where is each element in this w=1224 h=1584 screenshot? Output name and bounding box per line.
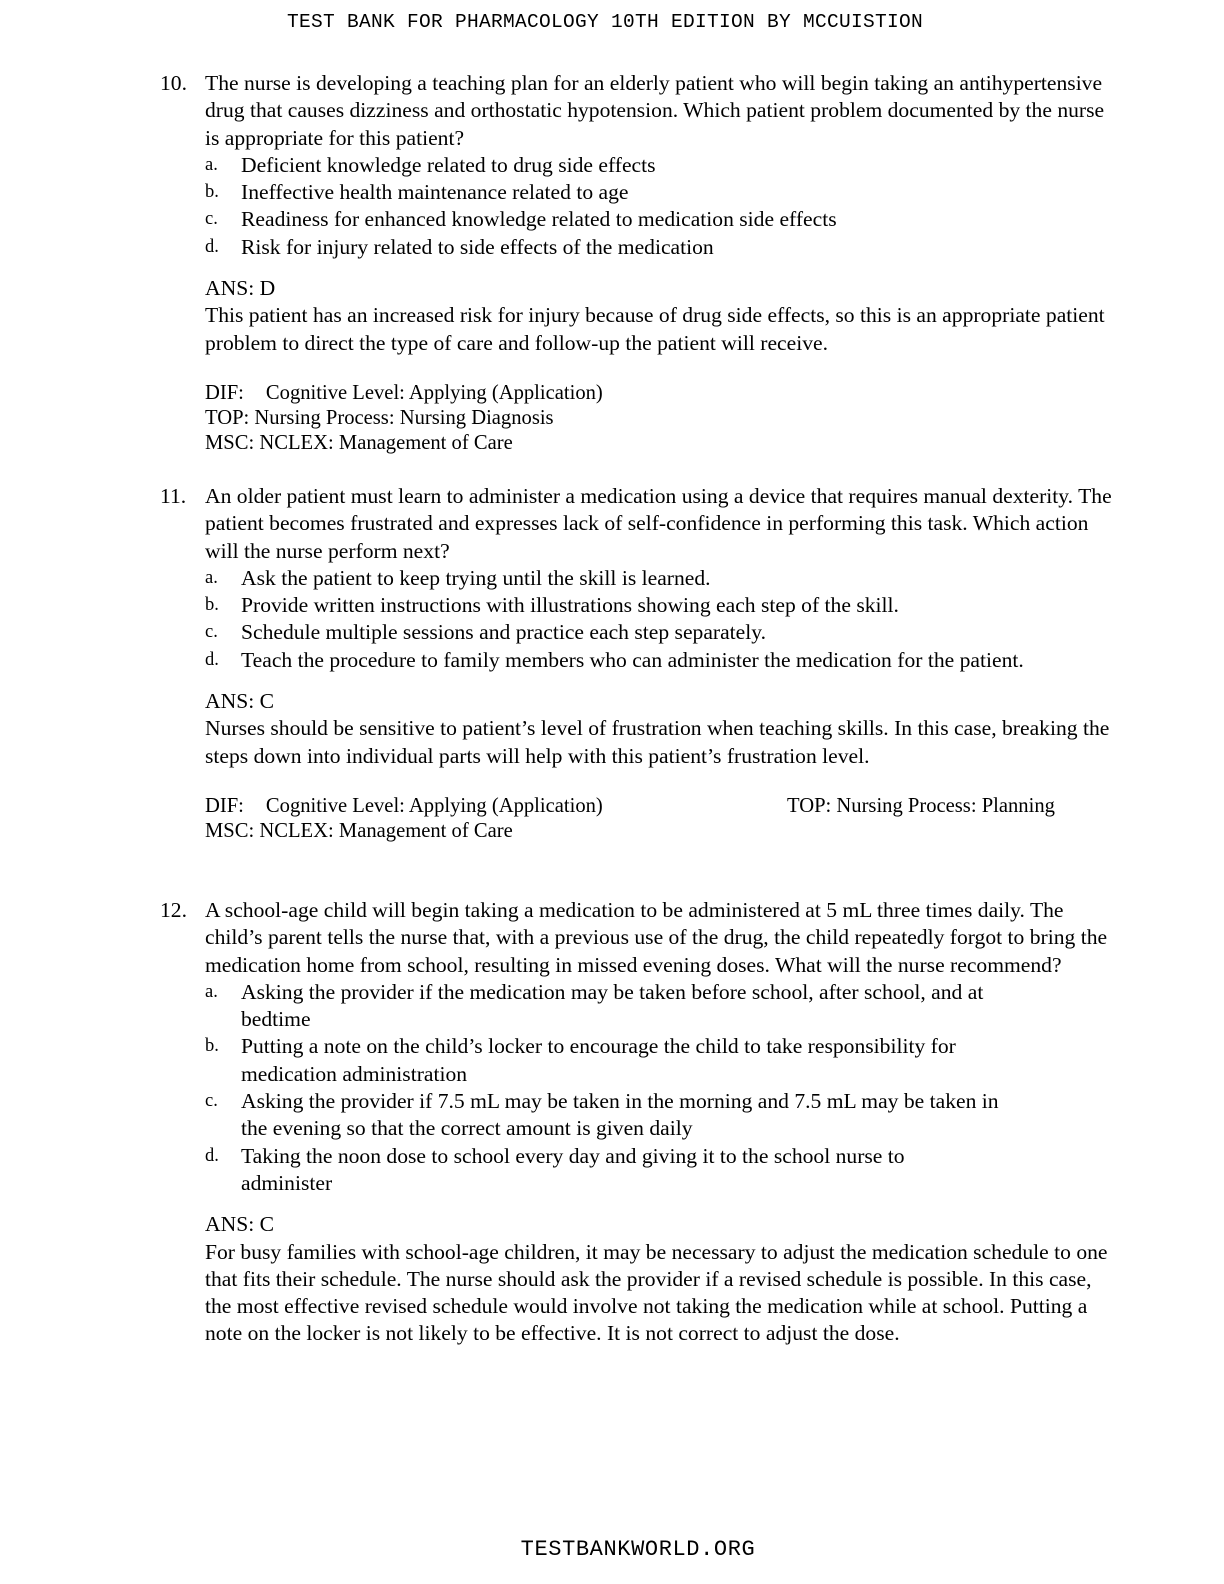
option-text: Deficient knowledge related to drug side effects xyxy=(241,152,656,177)
option-text: Teach the procedure to family members who can administer the medication for the patient. xyxy=(241,647,1024,672)
question-stem: An older patient must learn to administer a medication using a device that requires manual dexterity. The patient becomes frustrated and expresses lack of self-confidence in performing this task. Which action will the nurse perform next? xyxy=(205,484,1112,563)
answer-key: ANS: D xyxy=(205,276,276,301)
option-letter: d. xyxy=(205,1145,219,1166)
option-a xyxy=(205,152,1120,179)
question-number: 10. xyxy=(160,71,187,95)
dif-label: DIF: xyxy=(205,381,244,404)
question-12 xyxy=(160,897,1120,1348)
option-letter: a. xyxy=(205,981,218,1002)
option-letter: d. xyxy=(205,236,219,257)
option-b xyxy=(205,179,1120,206)
difficulty-level: Cognitive Level: Applying (Application) xyxy=(265,794,603,817)
question-number: 11. xyxy=(160,484,187,508)
answer-key: ANS: C xyxy=(205,689,274,714)
rationale: This patient has an increased risk for injury because of drug side effects, so this is an appropriate patient problem to direct the type of care and follow-up the patient will receive. xyxy=(205,303,1105,355)
option-text: Putting a note on the child’s locker to encourage the child to take responsibility for medication administration xyxy=(241,1034,956,1086)
option-d xyxy=(205,234,1120,261)
option-a xyxy=(205,979,1011,1034)
question-11 xyxy=(160,483,1120,844)
option-letter: b. xyxy=(205,595,219,616)
option-d xyxy=(205,647,1041,674)
rationale: For busy families with school-age children, it may be necessary to adjust the medication schedule to one that fits their schedule. The nurse should ask the provider if a revised schedule is possible. In this case, the most effective revised schedule would involve not taking the medication while at school. Putting a note on the locker is not likely to be effective. It is not correct to adjust the dose. xyxy=(205,1239,1108,1346)
option-letter: c. xyxy=(205,1091,218,1112)
option-letter: a. xyxy=(205,567,218,588)
topic: TOP: Nursing Process: Planning xyxy=(787,794,1055,817)
question-stem: A school-age child will begin taking a medication to be administered at 5 mL three times daily. The child’s parent tells the nurse that, with a previous use of the drug, the child repeatedly forgot to bring the medication home from school, resulting in missed evening doses. What will the nurse recommend? xyxy=(205,898,1108,977)
option-text: Ineffective health maintenance related to age xyxy=(241,180,629,205)
option-letter: d. xyxy=(205,649,219,670)
option-a xyxy=(205,565,1120,592)
option-b xyxy=(205,1033,1051,1088)
option-letter: c. xyxy=(205,209,218,230)
option-c xyxy=(205,1088,1011,1143)
page-footer: TESTBANKWORLD.ORG xyxy=(520,1537,756,1562)
answer-key: ANS: C xyxy=(205,1212,274,1237)
option-c xyxy=(205,619,1120,646)
option-text: Schedule multiple sessions and practice each step separately. xyxy=(241,620,767,645)
option-text: Taking the noon dose to school every day and giving it to the school nurse to administer xyxy=(241,1143,905,1195)
option-b xyxy=(205,592,1120,619)
option-c xyxy=(205,206,1120,233)
option-text: Risk for injury related to side effects of the medication xyxy=(241,234,714,259)
rationale: Nurses should be sensitive to patient’s level of frustration when teaching skills. In this case, breaking the steps down into individual parts will help with this patient’s frustration level. xyxy=(205,716,1110,768)
difficulty-level: Cognitive Level: Applying (Application) xyxy=(265,381,603,404)
dif-label: DIF: xyxy=(205,794,244,817)
option-text: Asking the provider if 7.5 mL may be taken in the morning and 7.5 mL may be taken in the evening so that the correct amount is given daily xyxy=(241,1089,999,1141)
option-letter: b. xyxy=(205,182,219,203)
option-text: Readiness for enhanced knowledge related to medication side effects xyxy=(241,207,837,232)
option-d xyxy=(205,1143,1001,1198)
question-10 xyxy=(160,70,1120,457)
option-text: Ask the patient to keep trying until the skill is learned. xyxy=(241,565,711,590)
msc-category: MSC: NCLEX: Management of Care xyxy=(205,432,513,455)
option-letter: c. xyxy=(205,622,218,643)
question-metadata xyxy=(205,794,1120,844)
option-letter: a. xyxy=(205,154,218,175)
question-stem: The nurse is developing a teaching plan for an elderly patient who will begin taking an antihypertensive drug that causes dizziness and orthostatic hypotension. Which patient problem documented by the nurse is appropriate for this patient? xyxy=(205,71,1105,150)
question-metadata xyxy=(205,381,1120,457)
topic: TOP: Nursing Process: Nursing Diagnosis xyxy=(205,407,554,430)
msc-category: MSC: NCLEX: Management of Care xyxy=(205,820,513,843)
page-header: TEST BANK FOR PHARMACOLOGY 10TH EDITION BY MCCUISTION xyxy=(286,11,924,33)
option-text: Asking the provider if the medication may be taken before school, after school, and at bedtime xyxy=(241,979,984,1032)
option-text: Provide written instructions with illustrations showing each step of the skill. xyxy=(241,593,899,618)
question-number: 12. xyxy=(160,898,187,922)
option-letter: b. xyxy=(205,1036,219,1057)
